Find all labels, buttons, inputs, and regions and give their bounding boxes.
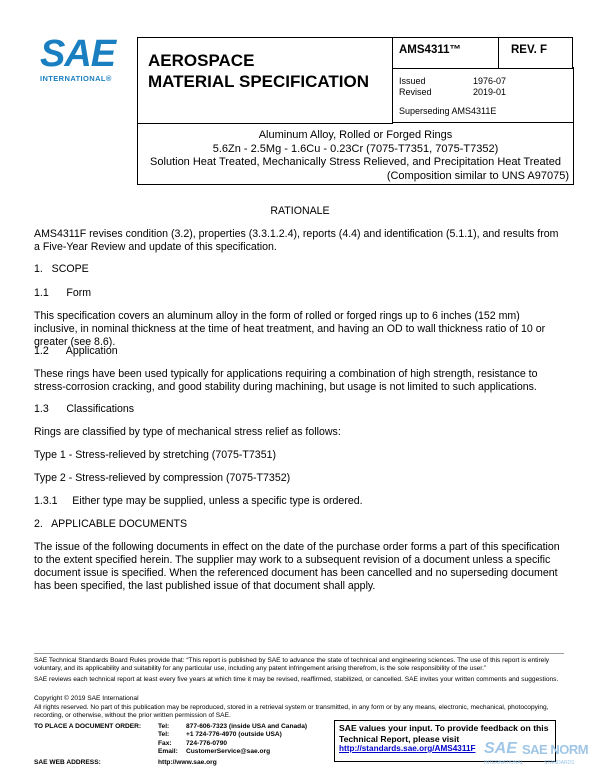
logo-international-text: INTERNATIONAL® xyxy=(40,74,112,83)
title-line-2: MATERIAL SPECIFICATION xyxy=(148,72,369,91)
issue-info-box xyxy=(392,67,574,123)
subtitle-line-4: (Composition similar to UNS A97075) xyxy=(386,169,569,182)
feedback-line-1: SAE values your input. To provide feedback on this xyxy=(339,723,549,733)
rationale-heading: RATIONALE xyxy=(270,205,330,217)
footer-divider xyxy=(34,653,564,654)
section-1-1-text: This specification covers an aluminum alloy in the form of rolled or forged rings up to 6 inches (152 mm) inclusive, in nominal thickness at the time of heat treatment, and having an OD to wall thickness ratio of 10 or greater (see 8.6). xyxy=(34,310,546,348)
section-1-1-heading: 1.1 Form xyxy=(34,287,92,299)
section-1-2-heading: 1.2 Application xyxy=(34,345,118,357)
footer-review-note: SAE reviews each technical report at least every five years at which time it may be revised, reaffirmed, stabilized, or cancelled. SAE invites your written comments and suggestions. xyxy=(34,676,559,683)
feedback-link[interactable]: http://standards.sae.org/AMS4311F xyxy=(339,744,476,753)
title-box xyxy=(137,37,393,124)
sae-norm-watermark xyxy=(484,740,600,776)
watermark-sae: SAE xyxy=(484,740,517,757)
document-type-title xyxy=(138,38,393,92)
tel-value: 877-606-7323 (inside USA and Canada) xyxy=(186,723,308,730)
issued-label: Issued xyxy=(399,76,426,86)
revised-date: 2019-01 xyxy=(473,87,507,97)
logo-sae-text: SAE xyxy=(40,33,116,75)
tel2-label: Tel: xyxy=(158,731,170,738)
footer-board-rules: SAE Technical Standards Board Rules provide that: “This report is published by SAE to advance the state of technical and engineering sciences. The use of this report is entirely voluntary, and its applicability and suitability for any particular use, including any patent infringement arising therefrom, is the sole responsibility of the user.” xyxy=(34,657,550,673)
footer-copyright: Copyright © 2019 SAE International xyxy=(34,695,139,702)
type-2-text: Type 2 - Stress-relieved by compression (7075-T7352) xyxy=(34,472,291,484)
subtitle-line-3: Solution Heat Treated, Mechanically Stress Relieved, and Precipitation Heat Treated xyxy=(150,156,561,168)
subtitle-box xyxy=(137,122,574,185)
feedback-line-2: Technical Report, please visit xyxy=(339,733,460,744)
watermark-norm: SAE NORM xyxy=(522,742,589,757)
document-number: AMS4311™ xyxy=(399,44,462,56)
email-value[interactable]: CustomerService@sae.org xyxy=(186,748,271,755)
web-link[interactable]: http://www.sae.org xyxy=(158,759,217,766)
section-1-heading: 1. SCOPE xyxy=(34,263,89,275)
section-2-heading: 2. APPLICABLE DOCUMENTS xyxy=(34,518,188,530)
type-1-text: Type 1 - Stress-relieved by stretching (7075-T7351) xyxy=(34,449,277,461)
revision-box xyxy=(497,37,573,69)
revision-label: REV. F xyxy=(511,44,548,56)
section-1-3-heading: 1.3 Classifications xyxy=(34,403,135,415)
watermark-intl: INTERNATIONAL xyxy=(484,760,524,766)
footer-rights: All rights reserved. No part of this publication may be reproduced, stored in a retrieval system or transmitted, in any form or by any means, electronic, mechanical, photocopying, recording, or otherwise, without the prior written permission of SAE. xyxy=(34,704,549,720)
fax-label: Fax: xyxy=(158,740,172,747)
document-number-box xyxy=(392,37,499,69)
tel2-value: +1 724-776-4970 (outside USA) xyxy=(186,731,282,738)
superseding-text: Superseding AMS4311E xyxy=(399,106,497,116)
subtitle-line-1: Aluminum Alloy, Rolled or Forged Rings xyxy=(258,129,453,141)
revised-label: Revised xyxy=(399,87,432,97)
issued-date: 1976-07 xyxy=(473,76,507,86)
section-1-3-text: Rings are classified by type of mechanical stress relief as follows: xyxy=(34,426,341,438)
section-2-text: The issue of the following documents in effect on the date of the purchase order forms a part of this specification to the extent specified herein. The supplier may work to a subsequent revision of a document unless a specific document issue is specified. When the referenced document has been cancelled and no superseding document has been specified, the last published issue of that document shall apply. xyxy=(34,541,560,592)
sae-logo xyxy=(40,33,120,83)
fax-value: 724-776-0790 xyxy=(186,740,228,747)
section-1-3-1-text: 1.3.1 Either type may be supplied, unless a specific type is ordered. xyxy=(34,495,363,507)
order-label: TO PLACE A DOCUMENT ORDER: xyxy=(34,723,142,730)
title-line-1: AEROSPACE xyxy=(148,51,255,70)
watermark-standards: STANDARDS xyxy=(544,760,575,766)
email-label: Email: xyxy=(158,748,178,755)
section-1-2-text: These rings have been used typically for applications requiring a combination of high strength, resistance to stress-corrosion cracking, and good stability during machining, but usage is not limited to such applications. xyxy=(34,368,538,393)
rationale-text: AMS4311F revises condition (3.2), properties (3.3.1.2.4), reports (4.4) and identification (5.1.1), and results from a Five-Year Review and update of this specification. xyxy=(34,228,559,253)
web-label: SAE WEB ADDRESS: xyxy=(34,759,101,766)
tel-label: Tel: xyxy=(158,723,170,730)
subtitle-line-2: 5.6Zn - 2.5Mg - 1.6Cu - 0.23Cr (7075-T7351, 7075-T7352) xyxy=(212,142,499,155)
